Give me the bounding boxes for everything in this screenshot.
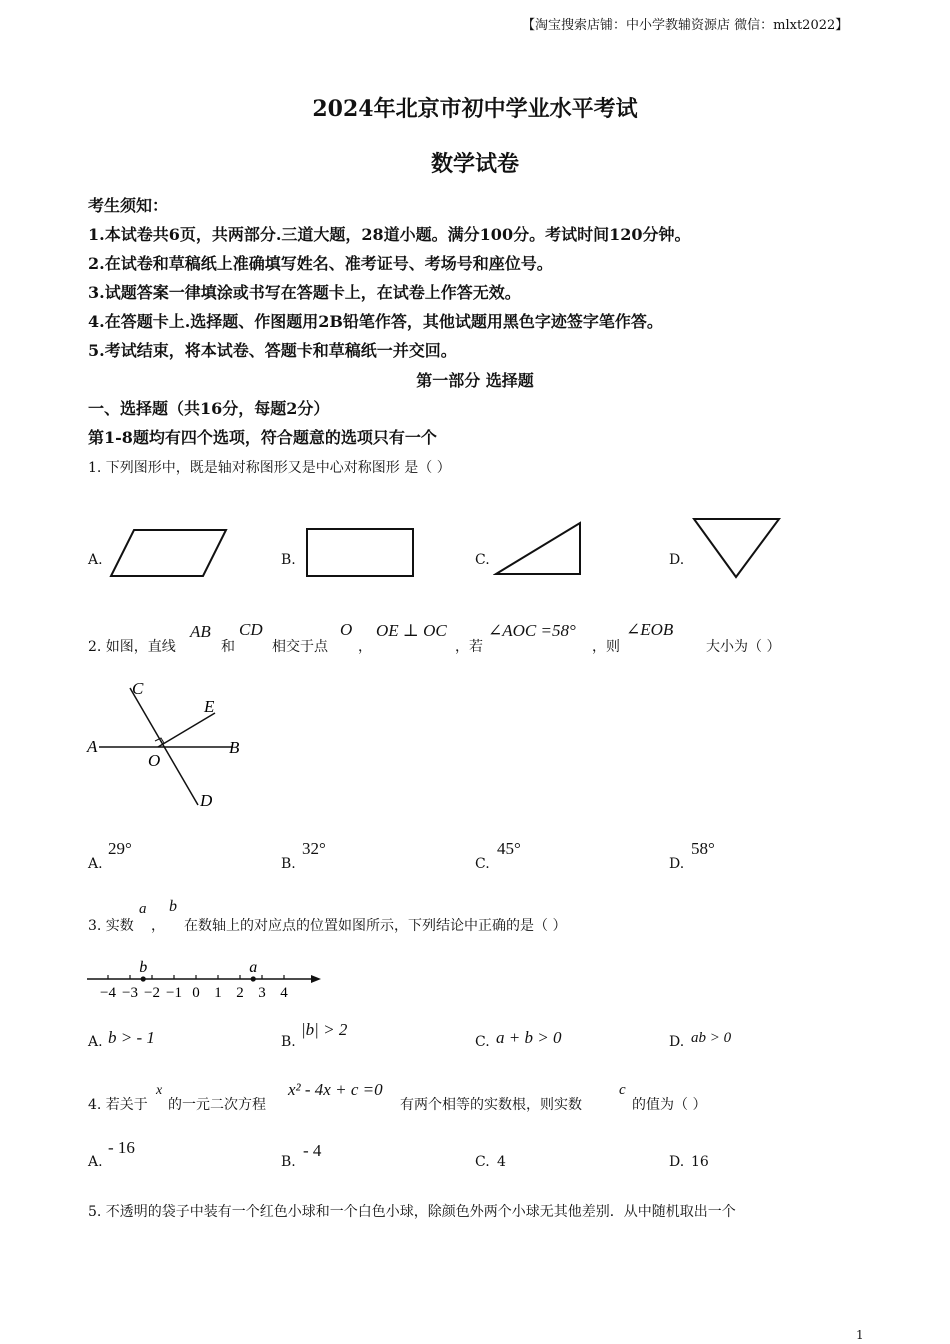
q2-option-c-value: 45°: [497, 839, 521, 858]
q3-option-c-value: a + b > 0: [496, 1028, 562, 1047]
q4-option-c-value: 4: [497, 1154, 506, 1170]
q4-stem-part: 4. 若关于: [88, 1097, 148, 1113]
q4-option-b-value: - 4: [303, 1141, 322, 1160]
q3-axis-tick-label: −1: [166, 985, 182, 1001]
q1-option-c-label: C.: [475, 552, 490, 568]
q2-option-a-label: A.: [88, 856, 103, 872]
q3-option-b-label: B.: [281, 1034, 296, 1050]
q3-point-a: [251, 976, 256, 981]
q3-axis-tick-label: 3: [258, 985, 266, 1001]
q4-stem-part: 的值为（ ）: [632, 1097, 707, 1113]
page-number: 1: [856, 1328, 864, 1342]
q4-var-x: x: [156, 1083, 163, 1098]
q3-point-label-b: b: [139, 959, 148, 976]
q4-option-a-value: - 16: [108, 1138, 135, 1157]
q3-var-b: b: [169, 898, 177, 915]
q4-stem-part: 有两个相等的实数根，则实数: [400, 1097, 582, 1113]
q3-option-c-label: C.: [475, 1034, 490, 1050]
q3-option-d-label: D.: [669, 1034, 685, 1050]
q2-stem-part: 大小为（ ）: [706, 639, 781, 655]
q3-axis-tick-label: 4: [280, 985, 288, 1001]
q2-label-e: E: [204, 697, 215, 716]
q4-stem-part: 的一元二次方程: [168, 1097, 266, 1113]
q2-line-cd: CD: [239, 620, 263, 639]
q4-option-b-label: B.: [281, 1154, 296, 1170]
q3-var-a: a: [139, 901, 147, 917]
q2-option-d-label: D.: [669, 856, 685, 872]
q5-stem: 5. 不透明的袋子中装有一个红色小球和一个白色小球，除颜色外两个小球无其他差别．从中随机取出一个: [88, 1204, 736, 1220]
q4-option-a-label: A.: [88, 1154, 103, 1170]
q2-option-a-value: 29°: [108, 839, 132, 858]
q4-option-d-label: D.: [669, 1154, 685, 1170]
q3-point-b: [141, 976, 146, 981]
section-instruction: 第1-8题均有四个选项，符合题意的选项只有一个: [88, 428, 437, 447]
q2-stem-part: 相交于点: [272, 639, 328, 655]
q2-angle-eob: ∠EOB: [626, 620, 674, 639]
q1-option-d-label: D.: [669, 552, 685, 568]
q1-parallelogram-figure: [108, 525, 230, 581]
q3-axis-tick-label: 0: [192, 985, 200, 1001]
exam-subtitle: 数学试卷: [430, 151, 519, 177]
q2-stem-part: ，: [358, 639, 372, 655]
q2-label-o: O: [148, 751, 161, 770]
q2-angle-aoc: ∠AOC =58°: [488, 621, 576, 640]
q2-stem-part: ，若: [455, 639, 483, 655]
q3-axis-tick-label: 2: [236, 985, 244, 1001]
q1-rectangle-figure: [303, 525, 417, 581]
q3-stem-part: 在数轴上的对应点的位置如图所示，下列结论中正确的是（ ）: [184, 918, 567, 934]
section-heading: 一、选择题（共16分，每题2分）: [88, 399, 330, 418]
q2-point-o: O: [340, 620, 353, 639]
q2-label-c: C: [132, 679, 144, 698]
q4-equation: x² - 4x + c =0: [288, 1080, 383, 1099]
q2-option-b-label: B.: [281, 856, 296, 872]
q4-option-d-value: 16: [691, 1154, 709, 1170]
q3-point-label-a: a: [249, 959, 258, 976]
q3-axis-tick-label: −2: [144, 985, 160, 1001]
q2-stem-part: 2. 如图，直线: [88, 639, 176, 655]
q3-axis-tick-label: −3: [122, 985, 138, 1001]
q1-inverted-triangle-figure: [690, 514, 784, 582]
q3-stem-part: ，: [151, 918, 165, 934]
q2-label-b: B: [229, 738, 240, 757]
notice-heading: 考生须知：: [88, 196, 169, 215]
shop-note: 【淘宝搜索店铺：中小学教辅资源店 微信：mlxt2022】: [522, 18, 849, 33]
q2-label-d: D: [200, 791, 213, 810]
q4-var-c: c: [619, 1082, 626, 1098]
q3-option-b-value: |b| > 2: [301, 1020, 348, 1039]
notice-item-2: 2.在试卷和草稿纸上准确填写姓名、准考证号、考场号和座位号。: [88, 254, 553, 273]
q3-option-a-value: b > - 1: [108, 1028, 155, 1047]
q2-option-c-label: C.: [475, 856, 490, 872]
notice-item-3: 3.试题答案一律填涂或书写在答题卡上，在试卷上作答无效。: [88, 283, 521, 302]
q1-option-a-label: A.: [88, 552, 103, 568]
notice-item-4: 4.在答题卡上.选择题、作图题用2B铅笔作答，其他试题用黑色字迹签字笔作答。: [88, 312, 663, 331]
q2-stem-part: ，则: [592, 639, 620, 655]
q2-label-a: A: [87, 737, 98, 756]
notice-item-1: 1.本试卷共6页，共两部分.三道大题，28道小题。满分100分。考试时间120分钟。: [88, 225, 691, 244]
q2-stem-part: 和: [221, 639, 235, 655]
q3-number-line-figure: [85, 955, 325, 1005]
exam-title: 2024年北京市初中学业水平考试: [312, 96, 638, 122]
q1-option-b-label: B.: [281, 552, 296, 568]
q3-axis-tick-label: 1: [214, 985, 222, 1001]
q2-option-d-value: 58°: [691, 839, 715, 858]
q3-option-a-label: A.: [88, 1034, 103, 1050]
q1-triangle-figure: [493, 519, 585, 579]
q3-option-d-value: ab > 0: [691, 1030, 732, 1046]
q2-intersecting-lines-figure: [85, 672, 255, 817]
part1-title: 第一部分 选择题: [416, 371, 534, 390]
q2-perpendicular-condition: OE ⊥ OC: [376, 621, 447, 640]
q4-option-c-label: C.: [475, 1154, 490, 1170]
q1-stem: 1. 下列图形中，既是轴对称图形又是中心对称图形 是（ ）: [88, 460, 451, 476]
notice-item-5: 5.考试结束，将本试卷、答题卡和草稿纸一并交回。: [88, 341, 457, 360]
q2-line-ab: AB: [190, 622, 211, 641]
q3-axis-tick-label: −4: [100, 985, 116, 1001]
q2-option-b-value: 32°: [302, 839, 326, 858]
q3-stem-part: 3. 实数: [88, 918, 134, 934]
